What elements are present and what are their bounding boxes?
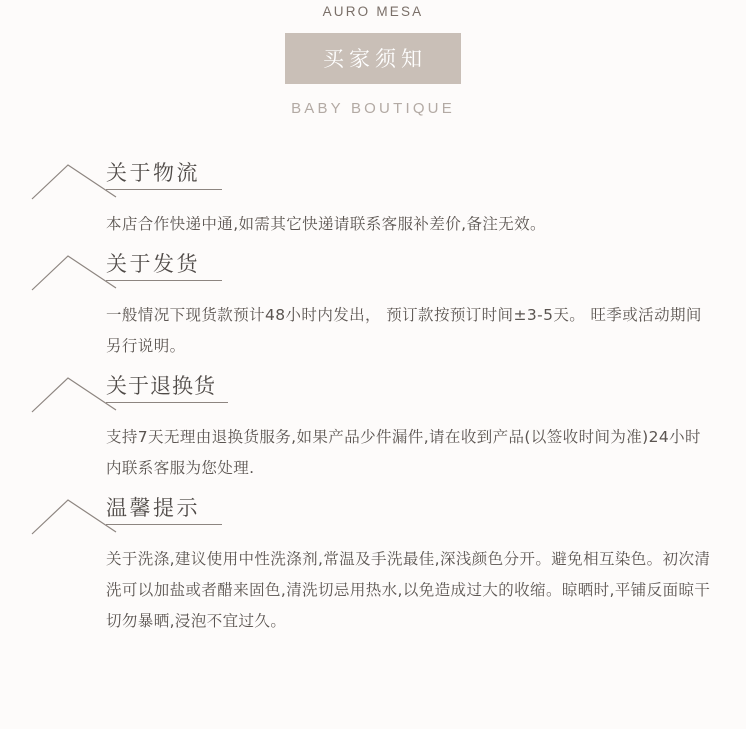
section-returns [0,366,746,484]
section-heading-underline [106,280,222,281]
page-title: 买家须知 [285,33,461,84]
section-heading-row [0,153,746,197]
page-header [0,0,746,117]
notice-sections [0,153,746,637]
brand-subtitle: BABY BOUTIQUE [291,100,455,117]
section-heading-underline [106,524,222,525]
section-heading: 关于退换货 [106,374,216,398]
section-heading: 关于物流 [106,161,200,185]
section-shipping [0,244,746,362]
section-body: 关于洗涤,建议使用中性洗涤剂,常温及手洗最佳,深浅颜色分开。避免相互染色。初次清洗可以加盐或者醋来固色,清洗切忌用热水,以免造成过大的收缩。晾晒时,平铺反面晾干切勿暴晒,浸泡不宜过久。 [106,550,711,630]
section-heading: 温馨提示 [106,496,200,520]
section-heading: 关于发货 [106,252,200,276]
section-body: 本店合作快递中通,如需其它快递请联系客服补差价,备注无效。 [106,215,546,233]
section-heading-underline [106,189,222,190]
section-logistics [0,153,746,240]
section-heading-row [0,488,746,532]
section-body: 一般情况下现货款预计48小时内发出， 预订款按预订时间±3-5天。 旺季或活动期间另行说明。 [106,306,702,355]
section-body: 支持7天无理由退换货服务,如果产品少件漏件,请在收到产品(以签收时间为准)24小时内联系客服为您处理. [106,428,701,477]
section-heading-row [0,366,746,410]
section-tips [0,488,746,637]
section-heading-row [0,244,746,288]
brand-name: AURO MESA [322,4,424,19]
section-heading-underline [106,402,228,403]
